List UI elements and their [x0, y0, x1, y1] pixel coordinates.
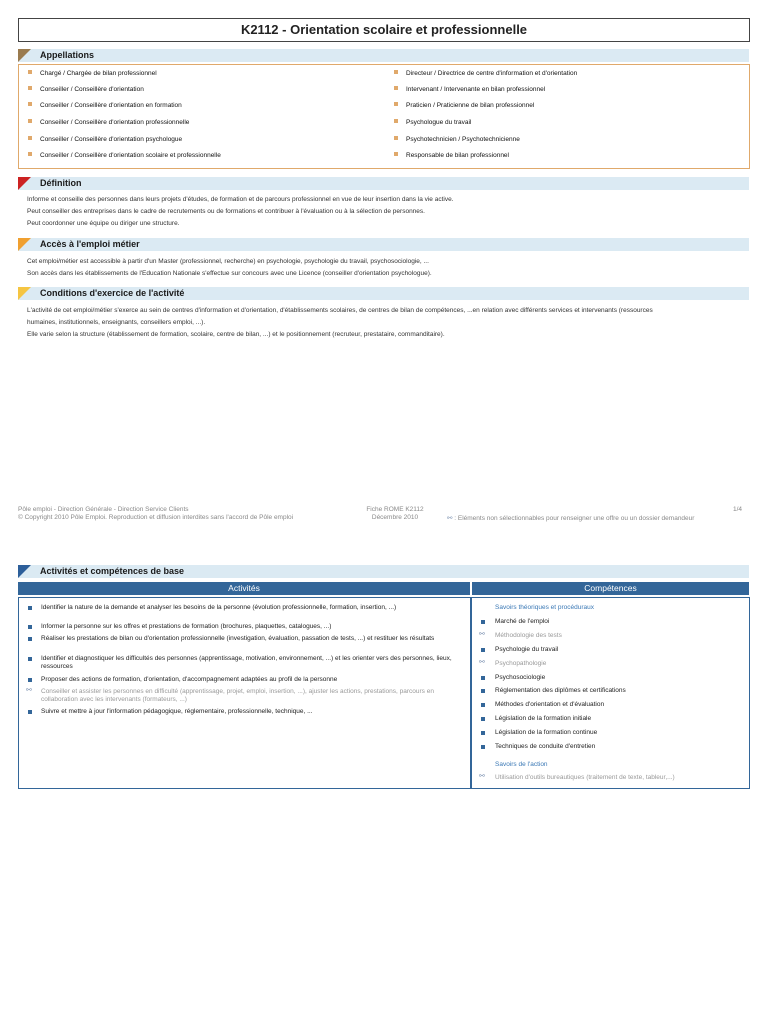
bullet-icon: [481, 620, 485, 624]
col-header-activites: Activités: [18, 582, 470, 595]
col-header-competences: Compétences: [472, 582, 749, 595]
competences-column: [471, 597, 750, 789]
appellation-item: Praticien / Praticienne de bilan professionnel: [394, 102, 534, 110]
activite-item: Conseiller et assister les personnes en difficulté (apprentissage, projet, emploi, insertion, ...), ajuster les actions, prestations, parcours en collaboration avec les intervenants (formateurs, ...): [41, 688, 434, 703]
competence-item: Réglementation des diplômes et certifications: [495, 687, 626, 694]
section-appellations: [18, 49, 749, 62]
section-flag-icon: [18, 49, 31, 62]
bullet-icon: [481, 745, 485, 749]
activites-column: [18, 597, 471, 789]
binoculars-icon: ⚯: [26, 687, 32, 694]
section-flag-icon: [18, 565, 31, 578]
definition-text: Informe et conseille des personnes dans leurs projets d'études, de formation et de parcours professionnel en vue de leur insertion dans la vie active. Peut conseiller des entreprises dans le cadre de recrutements ou de formations et contribuer à l'évaluation ou à la sélection de personnes. Peut coordonner une équipe ou diriger une structure.: [27, 196, 454, 227]
appellation-item: Psychologue du travail: [394, 119, 471, 127]
appellation-item: Psychotechnicien / Psychotechnicienne: [394, 136, 520, 144]
bullet-icon: [481, 689, 485, 693]
competence-item: Législation de la formation initiale: [495, 715, 592, 722]
bullet-icon: [481, 703, 485, 707]
appellation-item: Intervenant / Intervenante en bilan professionnel: [394, 86, 545, 94]
competence-item: Méthodes d'orientation et d'évaluation: [495, 701, 605, 708]
footer-org: Pôle emploi - Direction Générale - Direction Service Clients © Copyright 2010 Pôle Emploi. Reproduction et diffusion interdites sans l'accord de Pôle emploi: [18, 506, 294, 521]
appellations-box: [18, 64, 750, 169]
section-definition: [18, 177, 749, 190]
activite-item: Réaliser les prestations de bilan ou d'orientation professionnelle (investigation, évaluation, passation de tests, ...) et restituer les résultats: [41, 635, 435, 642]
section-acces: [18, 238, 749, 251]
acces-text: Cet emploi/métier est accessible à partir d'un Master (professionnel, recherche) en psychologie, psychologie du travail, psychosociologie, ... Son accès dans les établissements de l'Education Nationale s'effectue sur concours avec une Licence (conseiller d'orientation psychologue).: [27, 258, 432, 277]
binoculars-icon: ⚯: [479, 631, 485, 638]
competence-item: Méthodologie des tests: [495, 632, 562, 639]
bullet-icon: [28, 606, 32, 610]
bullet-icon: [481, 648, 485, 652]
appellation-item: Conseiller / Conseillère d'orientation en formation: [28, 102, 182, 110]
bullet-icon: [28, 657, 32, 661]
footer-note: ⚯ : Eléments non sélectionnables pour renseigner une offre ou un dossier demandeur: [447, 515, 695, 522]
section-flag-icon: [18, 238, 31, 251]
competence-item: Marché de l'emploi: [495, 618, 550, 625]
section-flag-icon: [18, 287, 31, 300]
binoculars-icon: ⚯: [447, 515, 453, 522]
bullet-icon: [28, 637, 32, 641]
binoculars-icon: ⚯: [479, 773, 485, 780]
section-title: Définition: [40, 178, 82, 188]
competence-item: Psychologie du travail: [495, 646, 559, 653]
section-flag-icon: [18, 177, 31, 190]
competence-item: Psychosociologie: [495, 674, 546, 681]
section-title: Conditions d'exercice de l'activité: [40, 288, 185, 298]
activite-item: Identifier et diagnostiquer les difficultés des personnes (apprentissage, motivation, environnement, ...) et les orienter vers des personnes, lieux, ressources: [41, 655, 452, 670]
binoculars-icon: ⚯: [479, 659, 485, 666]
bullet-icon: [28, 710, 32, 714]
section-conditions: [18, 287, 749, 300]
bullet-icon: [28, 625, 32, 629]
bullet-icon: [481, 731, 485, 735]
section-title: Activités et compétences de base: [40, 566, 185, 576]
subheading-savoirs-theoriques: Savoirs théoriques et procéduraux: [495, 604, 595, 611]
conditions-text: L'activité de cet emploi/métier s'exerce au sein de centres d'information et d'orientation, d'établissements scolaires, de centres de bilan de compétences, ...en relation avec différents services et intervenants (ressources humaines, institutionnels, enseignants, conseillers emploi, ...). Elle varie selon la structure (établissement de formation, scolaire, centre de bilan, ...) et le positionnement (recruteur, prestataire, commanditaire).: [27, 307, 653, 338]
section-title: Accès à l'emploi métier: [40, 239, 140, 249]
activite-item: Proposer des actions de formation, d'orientation, d'accompagnement adaptées au profil de la personne: [41, 676, 338, 683]
appellation-item: Conseiller / Conseillère d'orientation scolaire et professionnelle: [28, 152, 221, 160]
activite-item: Suivre et mettre à jour l'information pédagogique, réglementaire, professionnelle, technique, ...: [41, 708, 313, 715]
section-activites: [18, 565, 749, 578]
appellation-item: Chargé / Chargée de bilan professionnel: [28, 70, 157, 78]
appellation-item: Responsable de bilan professionnel: [394, 152, 509, 160]
activite-item: Identifier la nature de la demande et analyser les besoins de la personne (évolution professionnelle, formation, insertion, ...): [41, 604, 397, 611]
activite-item: Informer la personne sur les offres et prestations de formation (brochures, plaquettes, catalogues, ...): [41, 623, 332, 630]
section-title: Appellations: [40, 50, 95, 60]
bullet-icon: [481, 717, 485, 721]
appellation-item: Conseiller / Conseillère d'orientation professionnelle: [28, 119, 189, 127]
page-number: 1/4: [733, 506, 743, 513]
bullet-icon: [481, 676, 485, 680]
bullet-icon: [28, 678, 32, 682]
competence-item: Législation de la formation continue: [495, 729, 598, 736]
competence-item: Utilisation d'outils bureautiques (traitement de texte, tableur,...): [495, 774, 675, 781]
appellation-item: Conseiller / Conseillère d'orientation psychologue: [28, 136, 182, 144]
competence-item: Techniques de conduite d'entretien: [495, 743, 596, 750]
footer-fiche: Fiche ROME K2112 Décembre 2010: [366, 506, 424, 521]
appellation-item: Directeur / Directrice de centre d'information et d'orientation: [394, 70, 577, 78]
competence-item: Psychopathologie: [495, 660, 547, 667]
page-title: K2112 - Orientation scolaire et professionnelle: [18, 18, 750, 42]
appellation-item: Conseiller / Conseillère d'orientation: [28, 86, 144, 94]
subheading-savoirs-action: Savoirs de l'action: [495, 761, 548, 768]
